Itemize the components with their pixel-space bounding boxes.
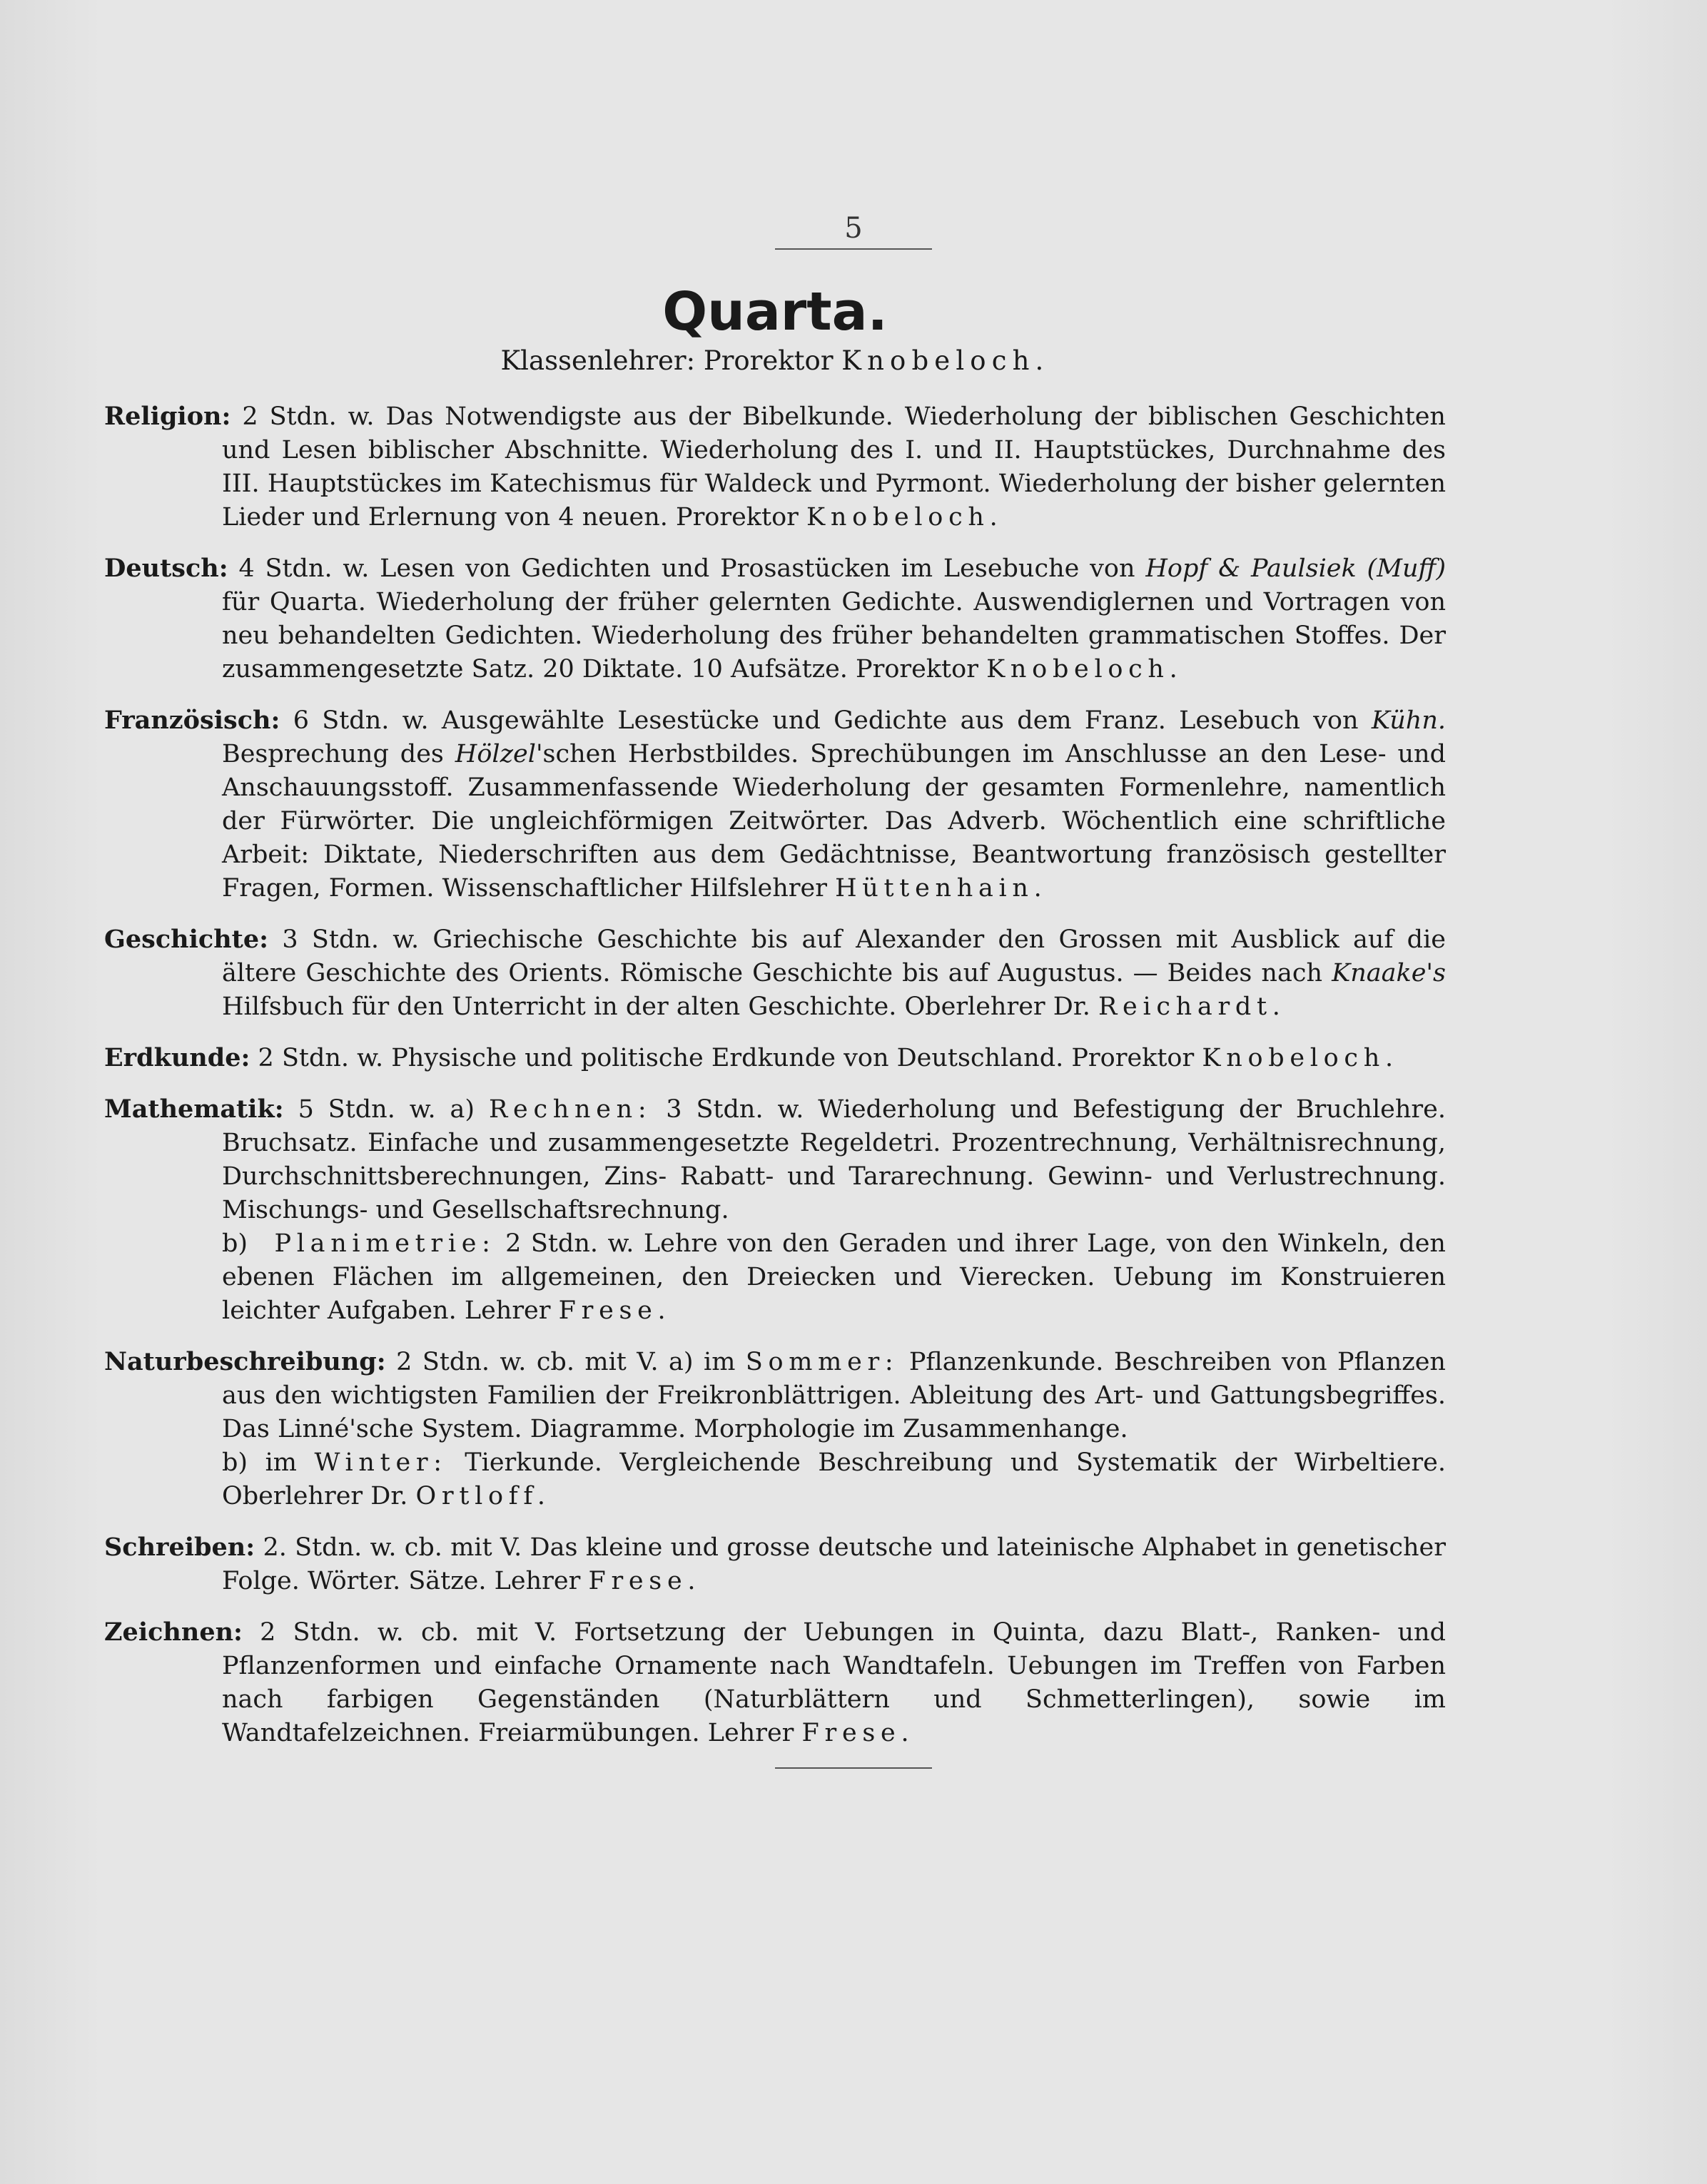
header-rule — [775, 248, 932, 250]
subject-erdkunde: Erdkunde: — [104, 1043, 250, 1072]
page-title: Quarta. — [662, 281, 888, 342]
entry-deutsch-text-a: 4 Stdn. w. Lesen von Gedichten und Prosastücken im Lesebuche von — [238, 554, 1135, 583]
entry-erdkunde — [104, 1041, 1446, 1075]
entry-naturbeschreibung-part-a — [104, 1345, 1446, 1446]
entry-naturbeschreibung — [104, 1345, 1446, 1513]
entry-naturbeschreibung-prefix: 2 Stdn. w. cb. mit V. a) im — [396, 1348, 736, 1376]
entry-naturbeschreibung-text-a: Pflanzenkunde. Beschreiben von Pflanzen aus den wichtigsten Familien der Freikronblättrigen. Ableitung des Art- und Gattungsbegriffes. Das Linné'sche System. Diagramme. Morphologie im Zusammenhange. — [222, 1348, 1446, 1443]
entry-naturbeschreibung-b-marker: b) im — [222, 1448, 297, 1477]
entry-franzoesisch-author-b: Hölzel — [455, 740, 536, 768]
entry-erdkunde-teacher: Knobeloch. — [1202, 1044, 1399, 1072]
entry-geschichte-teacher: Reichardt. — [1098, 992, 1286, 1021]
subject-mathematik: Mathematik: — [104, 1094, 284, 1124]
entry-mathematik-prefix: 5 Stdn. w. a) — [298, 1095, 475, 1124]
entry-franzoesisch-teacher: Hüttenhain. — [835, 874, 1048, 903]
subject-deutsch: Deutsch: — [104, 554, 228, 583]
entry-naturbeschreibung-part-b — [222, 1446, 1446, 1513]
entry-geschichte — [104, 923, 1446, 1024]
subject-schreiben: Schreiben: — [104, 1533, 255, 1562]
entry-geschichte-text-b: Hilfsbuch für den Unterricht in der alten Geschichte. Oberlehrer Dr. — [222, 992, 1090, 1021]
entry-mathematik-text-a: 3 Stdn. w. Wiederholung und Befestigung der Bruchlehre. Bruchsatz. Einfache und zusammengesetzte Regeldetri. Prozentrechnung, Verhältnisrechnung, Durchschnittsberechnungen, Zins- Rabatt- und Tararechnung. Gewinn- und Verlustrechnung. Mischungs- und Gesellschaftsrechnung. — [222, 1095, 1446, 1224]
entry-franzoesisch-text-a: 6 Stdn. w. Ausgewählte Lesestücke und Gedichte aus dem Franz. Lesebuch von — [293, 706, 1359, 735]
entry-mathematik-part-a — [104, 1092, 1446, 1227]
entry-zeichnen-teacher: Frese. — [801, 1719, 915, 1747]
entry-mathematik-planimetrie-label: Planimetrie: — [274, 1229, 496, 1258]
subject-geschichte: Geschichte: — [104, 925, 269, 954]
entry-religion — [104, 400, 1446, 534]
entry-mathematik — [104, 1092, 1446, 1328]
entry-zeichnen — [104, 1615, 1446, 1750]
entry-deutsch — [104, 552, 1446, 686]
entry-religion-text: 2 Stdn. w. Das Notwendigste aus der Bibelkunde. Wiederholung der biblischen Geschichten und Lesen biblischer Abschnitte. Wiederholung des I. und II. Hauptstückes, Durchnahme des III. Hauptstückes im Katechismus für Waldeck und Pyrmont. Wiederholung der bisher gelernten Lieder und Erlernung von 4 neuen. Prorektor — [222, 402, 1446, 532]
entry-geschichte-author: Knaake's — [1332, 959, 1446, 987]
entry-mathematik-text-b: 2 Stdn. w. Lehre von den Geraden und ihrer Lage, von den Winkeln, den ebenen Flächen im allgemeinen, den Dreiecken und Vierecken. Uebung im Konstruieren leichter Aufgaben. Lehrer — [222, 1229, 1446, 1325]
entry-franzoesisch-text-c: 'schen Herbstbildes. Sprechübungen im Anschlusse an den Lese- und Anschauungsstoff. Zusammenfassende Wiederholung der gesamten Formenlehre, namentlich der Fürwörter. Die ungleichförmigen Zeitwörter. Das Adverb. Wöchentlich eine schriftliche Arbeit: Diktate, Niederschriften aus dem Gedächtnisse, Beantwortung französisch gestellter Fragen, Formen. Wissenschaftlicher Hilfslehrer — [222, 740, 1446, 903]
entry-deutsch-text-b: für Quarta. Wiederholung der früher gelernten Gedichte. Auswendiglernen und Vortragen von neu behandelten Gedichten. Wiederholung des früher behandelten grammatischen Stoffes. Der zusammengesetzte Satz. 20 Diktate. 10 Aufsätze. Prorektor — [222, 588, 1446, 684]
entry-franzoesisch-text-b: Besprechung des — [222, 740, 444, 768]
entry-erdkunde-text: 2 Stdn. w. Physische und politische Erdkunde von Deutschland. Prorektor — [258, 1044, 1195, 1072]
entry-franzoesisch-author-a: Kühn. — [1371, 706, 1446, 735]
entry-schreiben — [104, 1530, 1446, 1598]
subject-zeichnen: Zeichnen: — [104, 1617, 243, 1647]
entry-mathematik-rechnen-label: Rechnen: — [488, 1095, 652, 1124]
entry-naturbeschreibung-text-b: Tierkunde. Vergleichende Beschreibung und Systematik der Wirbeltiere. Oberlehrer Dr. — [222, 1448, 1446, 1510]
footer-rule — [775, 1767, 932, 1769]
entry-naturbeschreibung-winter-label: Winter: — [314, 1448, 447, 1477]
entry-schreiben-text: 2. Stdn. w. cb. mit V. Das kleine und grosse deutsche und lateinische Alphabet in genetischer Folge. Wörter. Sätze. Lehrer — [222, 1533, 1446, 1595]
entry-religion-teacher: Knobeloch. — [806, 503, 1003, 532]
entry-mathematik-teacher: Frese. — [558, 1296, 672, 1325]
page-number: 5 — [844, 212, 863, 245]
entry-deutsch-teacher: Knobeloch. — [986, 655, 1183, 684]
class-teacher-name: Knobeloch. — [841, 345, 1050, 376]
entry-franzoesisch — [104, 704, 1446, 905]
entry-naturbeschreibung-sommer-label: Sommer: — [745, 1348, 899, 1376]
entry-mathematik-part-b — [222, 1227, 1446, 1328]
page-content — [104, 214, 1446, 1769]
subject-religion: Religion: — [104, 402, 231, 431]
entry-schreiben-teacher: Frese. — [588, 1567, 701, 1595]
entry-geschichte-text-a: 3 Stdn. w. Griechische Geschichte bis auf Alexander den Grossen mit Ausblick auf die ältere Geschichte des Orients. Römische Geschichte bis auf Augustus. — Beides nach — [222, 925, 1446, 987]
subject-naturbeschreibung: Naturbeschreibung: — [104, 1347, 386, 1376]
class-teacher-prefix: Klassenlehrer: Prorektor — [500, 345, 834, 376]
entry-naturbeschreibung-teacher: Ortloff. — [415, 1482, 551, 1510]
subject-franzoesisch: Französisch: — [104, 706, 280, 735]
entry-mathematik-b-marker: b) — [222, 1229, 248, 1258]
entry-deutsch-book: Hopf & Paulsiek (Muff) — [1145, 554, 1446, 583]
entry-zeichnen-text: 2 Stdn. w. cb. mit V. Fortsetzung der Uebungen in Quinta, dazu Blatt-, Ranken- und Pflanzenformen und einfache Ornamente nach Wandtafeln. Uebungen im Treffen von Farben nach farbigen Gegenständen (Naturblättern und Schmetterlingen), sowie im Wandtafelzeichnen. Freiarmübungen. Lehrer — [222, 1618, 1446, 1747]
class-teacher-line — [104, 344, 1446, 378]
